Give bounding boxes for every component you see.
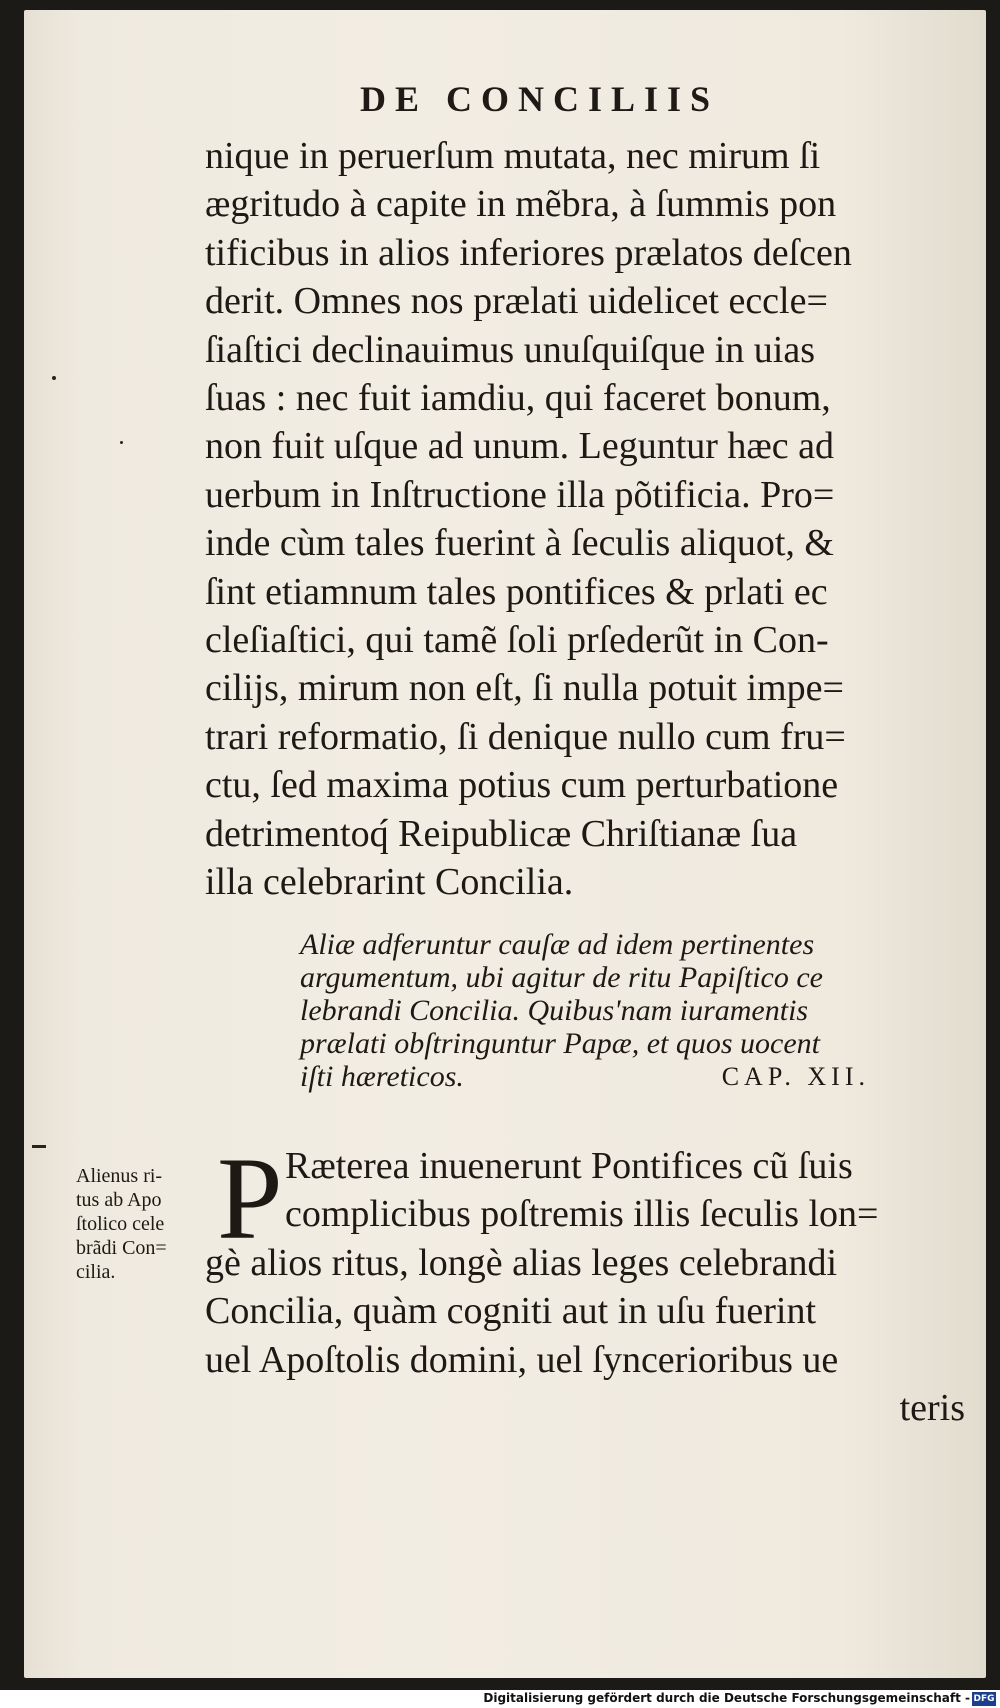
- margin-note-line: cilia.: [76, 1261, 116, 1283]
- text-line: tificibus in alios inferiores prælatos deſcen: [205, 231, 852, 274]
- chapter-summary: [300, 928, 870, 1093]
- ink-speck: [52, 376, 56, 380]
- drop-cap: P: [217, 1133, 283, 1264]
- margin-note-line: brãdi Con=: [76, 1237, 167, 1259]
- text-line: non fuit uſque ad unum. Leguntur hæc ad: [205, 425, 834, 468]
- text-line: illa celebrarint Concilia.: [205, 861, 574, 904]
- margin-note-line: Alienus ri-: [76, 1165, 163, 1187]
- text-line: complicibus poſtremis illis ſeculis lon=: [285, 1193, 879, 1236]
- text-line: ſuas : nec fuit iamdiu, qui faceret bonum,: [205, 377, 831, 420]
- text-line: ſiaſtici declinauimus unuſquiſque in uias: [205, 328, 816, 371]
- margin-mark: [32, 1145, 46, 1148]
- text-line: nique in peruerſum mutata, nec mirum ſi: [205, 135, 821, 177]
- margin-note: [76, 1164, 206, 1284]
- text-line: derit. Omnes nos prælati uidelicet eccle=: [205, 280, 828, 323]
- chapter-label: CAP. XII.: [721, 1062, 870, 1091]
- summary-line: lebrandi Concilia. Quibus'nam iuramentis: [300, 994, 809, 1027]
- text-line: inde cùm tales fuerint à ſeculis aliquot, &: [205, 522, 834, 565]
- body-text: [205, 132, 965, 907]
- text-line: ſint etiamnum tales pontifices & prlati ec: [205, 570, 828, 613]
- ink-speck: [120, 441, 123, 444]
- summary-line: Aliæ adferuntur cauſæ ad idem pertinentes: [300, 928, 815, 961]
- footer-credit: Digitalisierung gefördert durch die Deutsche Forschungsgemeinschaft -: [483, 1691, 970, 1705]
- catchword: teris: [899, 1387, 965, 1430]
- text-line: uel Apoſtolis domini, uel ſyncerioribus ue: [205, 1338, 839, 1381]
- summary-line: argumentum, ubi agitur de ritu Papiſtico ce: [300, 961, 823, 994]
- section-text: [205, 1133, 965, 1432]
- running-head: DE CONCILIIS: [360, 79, 720, 119]
- summary-line: iſti hæreticos.: [300, 1060, 464, 1093]
- text-line: Ræterea inuenerunt Pontifices cũ ſuis: [285, 1145, 853, 1187]
- text-line: ægritudo à capite in mẽbra, à ſummis pon: [205, 183, 837, 226]
- margin-note-line: ſtolico cele: [76, 1213, 165, 1235]
- text-line: trari reformatio, ſi denique nullo cum fru=: [205, 715, 846, 758]
- summary-line: prælati obſtringuntur Papæ, et quos uocent: [300, 1027, 821, 1060]
- text-line: gè alios ritus, longè alias leges celebrandi: [205, 1241, 838, 1284]
- text-line: cleſiaſtici, qui tamẽ ſoli prſederũt in Con-: [205, 619, 829, 662]
- text-line: cilijs, mirum non eſt, ſi nulla potuit impe=: [205, 667, 844, 710]
- text-line: ctu, ſed maxima potius cum perturbatione: [205, 764, 839, 807]
- margin-note-line: tus ab Apo: [76, 1189, 162, 1211]
- dfg-logo-icon: DFG: [973, 1694, 995, 1704]
- text-line: detrimentoq́ Reipublicæ Chriſtianæ ſua: [205, 812, 798, 855]
- text-line: uerbum in Inſtructione illa põtificia. Pro=: [205, 473, 835, 516]
- text-line: Concilia, quàm cogniti aut in uſu fuerint: [205, 1290, 817, 1333]
